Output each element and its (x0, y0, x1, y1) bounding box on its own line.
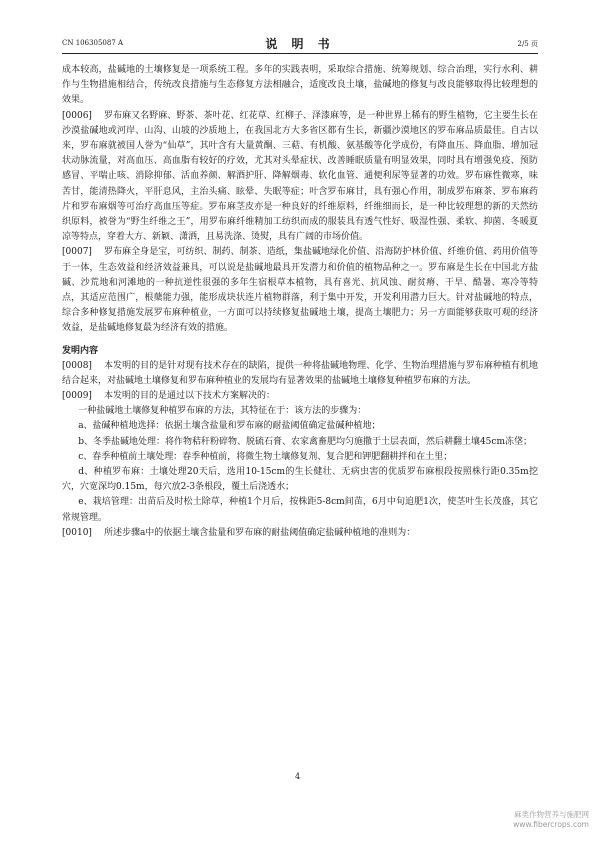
paragraph-0010 (62, 526, 538, 541)
step-c: c、春季种植前土壤处理：春季种植前，将微生物土壤修复剂、复合肥和钾肥翻耕拌和在土里； (78, 451, 453, 462)
intro-paragraph: 成本较高，盐碱地的土壤修复是一项系统工程。多年的实践表明，采取综合措施、统筹规划、综合治理，实行水利、耕作与生物措施相结合，传统改良措施与生态修复方法相融合，适度改良土壤，盐碱地的修复与改良能够取得比较理想的效果。 (62, 65, 538, 106)
watermark-url: www.fibercrops.com (513, 820, 589, 829)
section-title: 发明内容 (62, 345, 99, 356)
page-of-indicator: 2/5 页 (517, 40, 538, 48)
paragraph-text: 罗布麻又名野麻、野茶、茶叶花、红花草、红柳子、泽漆麻等，是一种世界上稀有的野生植物，它主要生长在沙漠盐碱地或河岸、山沟、山坡的沙质地上，在我国北方大多省区都有生长，新疆沙漠地区的罗布麻品质最佳。自古以来，罗布麻就被国人誉为“仙草”，其叶含有大量黄酮、三萜、有机酸、氨基酸等化学成份，有降血压、降血脂、增加冠状动脉流量，对高血压、高血脂有较好的疗效，尤其对头晕症状、改善睡眠质量有明显效果，同时具有增强免疫、预防感冒、平喘止咳、消除抑郁、活血养颜、解酒护肝、降解烟毒、软化血管、通便利尿等显著的功效。罗布麻性微寒，味苦甘，能清热降火，平肝息风，主治头痛、眩晕、失眠等症；叶含罗布麻甘，具有强心作用，制成罗布麻茶、罗布麻药片和罗布麻烟等可治疗高血压等症。罗布麻茎皮亦是一种良好的纤维原料，纤维细而长，是一种比较理想的新的天然纺织原料，被誉为“野生纤维之王”，用罗布麻纤维精加工纺织而成的服装具有透气性好、吸湿性强、柔软、抑菌、冬暖夏凉等特点，穿着大方、新颖、潇洒，且易洗涤、烫熨，具有广阔的市场价值。 (62, 110, 538, 243)
step-b: b、冬季盐碱地处理：将作物秸秆粉碎物、脱硫石膏、农家禽畜肥均匀施撒于土层表面，然后耕翻土壤45cm冻垡； (78, 436, 532, 447)
paragraph-text: 本发明的目的是通过以下技术方案解决的： (103, 391, 275, 402)
paragraph-text: 本发明的目的是针对现有技术存在的缺陷，提供一种将盐碱地物理、化学、生物治理措施与罗布麻种植有机地结合起来，对盐碱地土壤修复和罗布麻种植业的发展均有显著效果的盐碱地土壤修复种植罗布麻的方法。 (62, 360, 538, 386)
paragraph-number: [0008] (62, 360, 92, 371)
document-body (62, 63, 538, 541)
paragraph-0009 (62, 389, 538, 404)
paragraph-text: 罗布麻全身是宝，可纺织、制药、制茶、造纸，集盐碱地绿化价值、沿海防护林价值、纤维价值、药用价值等于一体，生态效益和经济效益兼具，可以说是盐碱地最具开发潜力和价值的植物品种之一。罗布麻是生长在中国北方盐碱、沙荒地和河滩地的一种抗逆性很强的多年生宿根草本植物，具有喜光、抗风蚀、耐贫瘠、干旱、酷暑、寒冷等特点，其适应范围广，根蘖能力强，能形成块状连片植物群落，利于集中开发，开发利用潜力巨大。针对盐碱地的特点，综合多种修复措施发展罗布麻种植业，一方面可以持续修复盐碱地土壤，提高土壤肥力；另一方面能够获取可观的经济效益，是盐碱地修复最为经济有效的措施。 (62, 247, 538, 334)
step-d: d、种植罗布麻：土壤处理20天后，选用10-15cm的生长健壮、无病虫害的优质罗布麻根段按照株行距0.35m挖穴，穴宽深均0.15m，每穴放2-3条根段，覆土后浇透水； (62, 467, 538, 493)
paragraph-number: [0007] (62, 247, 92, 258)
paragraph-text: 所述步骤a中的依据土壤含盐量和罗布麻的耐盐阈值确定盐碱种植地的准则为： (103, 527, 416, 538)
paragraph-number: [0009] (62, 391, 92, 402)
watermark-site-name: 麻类作物营养与施肥网 (514, 810, 589, 819)
step-e: e、栽培管理：出苗后及时松土除草，种植1个月后，按株距5-8cm间苗，6月中旬追肥1次，使茎叶生长茂盛，其它常规管理。 (62, 497, 538, 523)
step-a: a、盐碱种植地选择：依据土壤含盐量和罗布麻的耐盐阈值确定盐碱种植地； (78, 421, 381, 432)
paragraph-number: [0006] (62, 110, 92, 121)
paragraph-0008 (62, 359, 538, 389)
patent-number: CN 106305087 A (62, 39, 124, 47)
paragraph-number: [0010] (62, 527, 92, 538)
section-gap (62, 337, 538, 344)
paragraph-0006 (62, 109, 538, 246)
page-number: 4 (294, 772, 301, 781)
document-title: 说 明 书 (265, 37, 335, 51)
page-header (62, 35, 538, 54)
claim-statement: 一种盐碱地土壤修复种植罗布麻的方法，其特征在于：该方法的步骤为： (78, 406, 367, 417)
paragraph-0007 (62, 245, 538, 336)
site-watermark (513, 810, 589, 830)
